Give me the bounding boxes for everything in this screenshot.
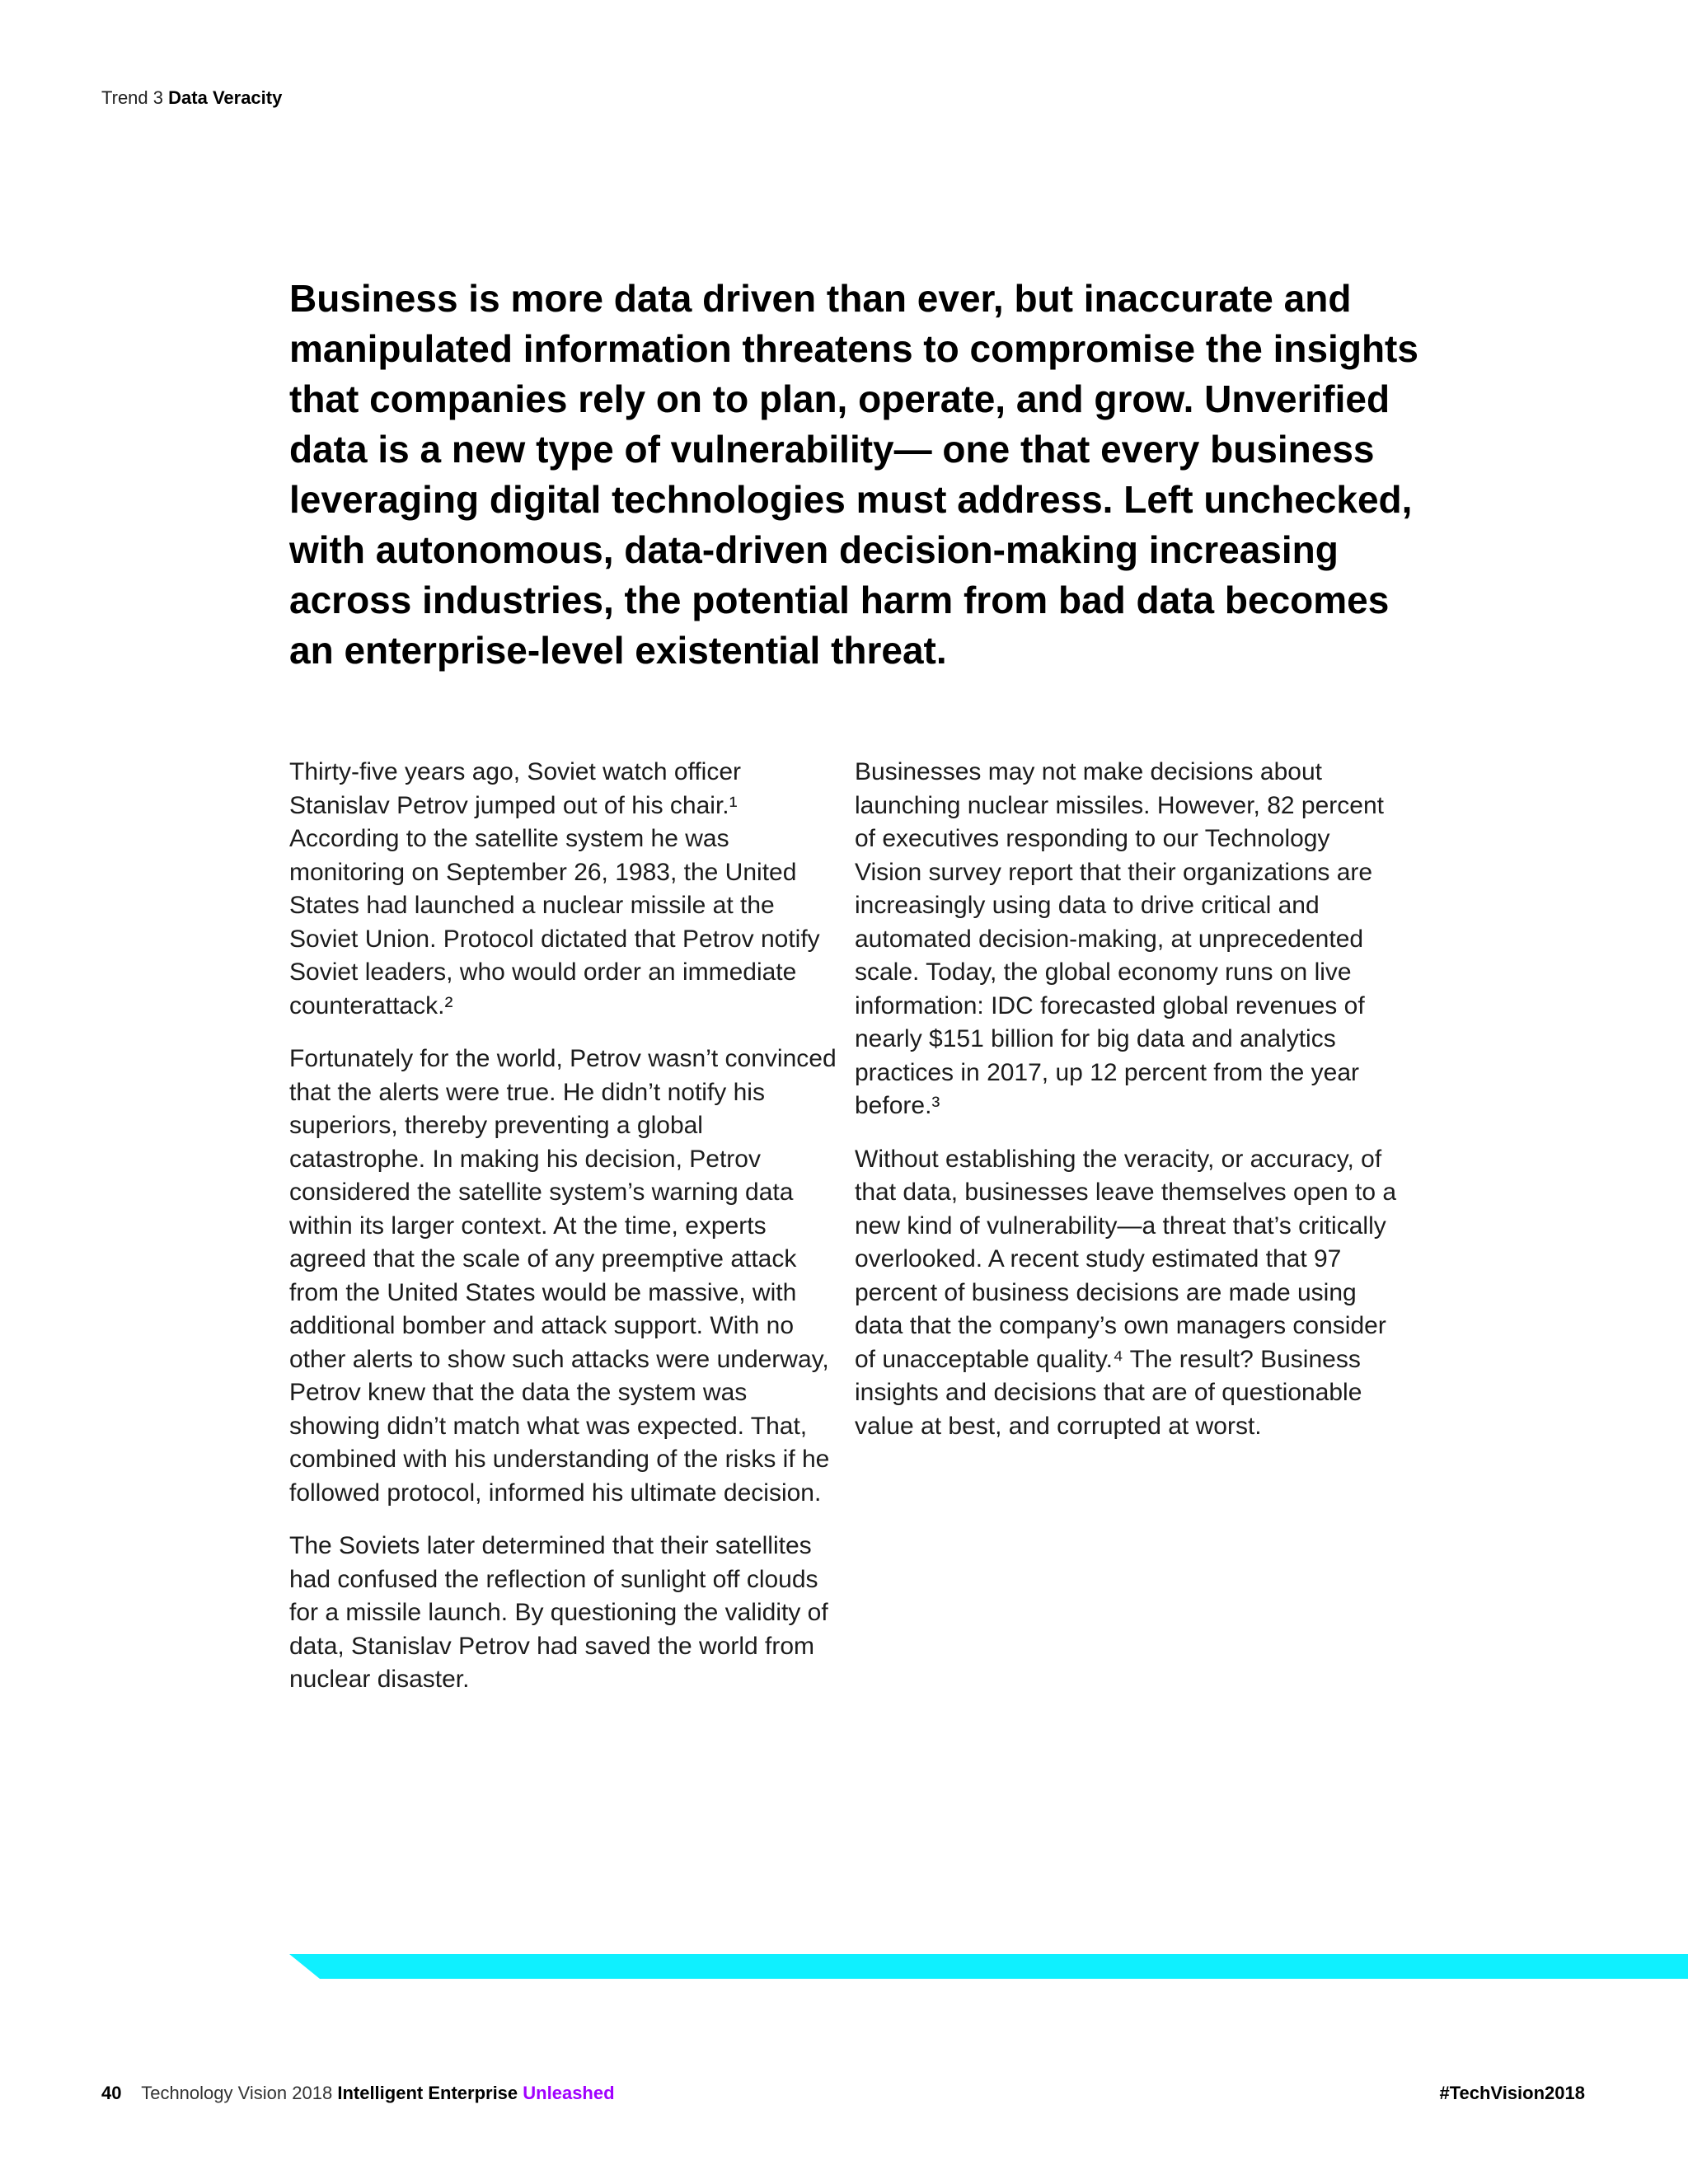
trend-label: Trend 3 xyxy=(101,87,164,108)
body-column-left xyxy=(289,756,837,1717)
lead-statement: Business is more data driven than ever, but inaccurate and manipulated information threatens to compromise the insights that companies rely on to plan, operate, and grow. Unverified data is a new type of vulnerability— one that every business leveraging digital technologies must address. Left unchecked, with autonomous, data-driven decision-making increasing across industries, the potential harm from bad data becomes an enterprise-level existential threat. xyxy=(289,277,1418,672)
accent-band xyxy=(289,1954,1688,1979)
body-column-right xyxy=(855,756,1403,1463)
paragraph: Businesses may not make decisions about launching nuclear missiles. However, 82 percent of executives responding to our Technology Vision survey report that their organizations are increasingly using data to drive critical and automated decision-making, at unprecedented scale. Today, the global economy runs on live information: IDC forecasted global revenues of nearly $151 billion for big data and analytics practices in 2017, up 12 percent from the year before.³ xyxy=(855,758,1384,1119)
publication-name: Technology Vision 2018 xyxy=(141,2083,333,2103)
footer-publication xyxy=(101,2083,615,2104)
publication-title: Intelligent Enterprise xyxy=(337,2083,518,2103)
running-header xyxy=(101,87,282,109)
trend-topic: Data Veracity xyxy=(168,87,283,108)
paragraph: Fortunately for the world, Petrov wasn’t convinced that the alerts were true. He didn’t notify his superiors, thereby preventing a global catastrophe. In making his decision, Petrov considered the satellite system’s warning data within its larger context. At the time, experts agreed that the scale of any preemptive attack from the United States would be massive, with additional bomber and attack support. With no other alerts to show such attacks were underway, Petrov knew that the data the system was showing didn’t match what was expected. That, combined with his understanding of the risks if he followed protocol, informed his ultimate decision. xyxy=(289,1045,837,1507)
paragraph: Thirty-five years ago, Soviet watch officer Stanislav Petrov jumped out of his chair.¹ According to the satellite system he was monitoring on September 26, 1983, the United States had launched a nuclear missile at the Soviet Union. Protocol dictated that Petrov notify Soviet leaders, who would order an immediate counterattack.² xyxy=(289,758,820,1019)
paragraph: The Soviets later determined that their satellites had confused the reflection of sunlight off clouds for a missile launch. By questioning the validity of data, Stanislav Petrov had saved the world from nuclear disaster. xyxy=(289,1532,828,1693)
paragraph: Without establishing the veracity, or accuracy, of that data, businesses leave themselves open to a new kind of vulnerability—a threat that’s critically overlooked. A recent study estimated that 97 percent of business decisions are made using data that the company’s own managers consider of unacceptable quality.⁴ The result? Business insights and decisions that are of questionable value at best, and corrupted at worst. xyxy=(855,1145,1397,1440)
footer-hashtag: #TechVision2018 xyxy=(1439,2083,1585,2103)
page-number: 40 xyxy=(101,2083,122,2103)
publication-title-accent: Unleashed xyxy=(523,2083,615,2103)
